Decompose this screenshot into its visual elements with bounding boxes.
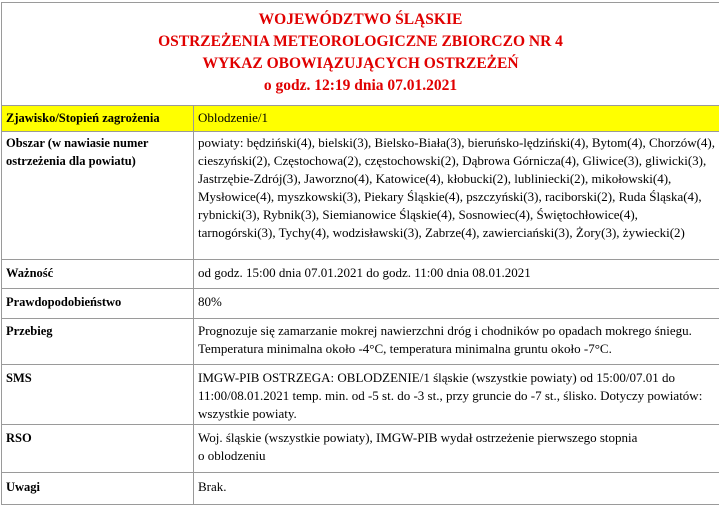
- validity-row: [2, 260, 719, 289]
- area-value: powiaty: będziński(4), bielski(3), Bielsko-Biała(3), bieruńsko-lędziński(4), Bytom(4), Chorzów(4), cieszyński(2), Częstochowa(2), częstochowski(2), Dąbrowa Górnicza(4), Gliwice(3), gliwicki(3), Jastrzębie-Zdrój(3), Jaworzno(4), Katowice(4), kłobucki(2), lubliniecki(2), mikołowski(4), Mysłowice(4), myszkowski(3), Piekary Śląskie(4), pszczyński(3), raciborski(2), Ruda Śląska(4), rybnicki(3), Rybnik(3), Siemianowice Śląskie(4), Sosnowiec(4), Świętochłowice(4), tarnogórski(3), Tychy(4), wodzisławski(3), Zabrze(4), zawierciański(3), Żory(3), żywiecki(2): [194, 132, 719, 260]
- rso-row: [2, 425, 719, 473]
- probability-label: Prawdopodobieństwo: [2, 289, 194, 319]
- validity-value: od godz. 15:00 dnia 07.01.2021 do godz. 11:00 dnia 08.01.2021: [194, 260, 719, 289]
- header-timestamp: o godz. 12:19 dnia 07.01.2021: [263, 77, 458, 94]
- notes-row: [2, 473, 719, 505]
- header-region-title: WOJEWÓDZTWO ŚLĄSKIE: [258, 11, 463, 28]
- probability-row: [2, 289, 719, 319]
- header-bulletin-title: OSTRZEŻENIA METEOROLOGICZNE ZBIORCZO NR 4: [158, 33, 563, 50]
- header-cell: [2, 3, 719, 106]
- rso-value-line2: o oblodzeniu: [198, 448, 266, 463]
- course-row: [2, 319, 719, 365]
- header-row: [2, 3, 719, 106]
- area-label: Obszar (w nawiasie numer ostrzeżenia dla powiatu): [2, 132, 194, 260]
- area-row: [2, 132, 719, 260]
- hazard-value: Oblodzenie/1: [194, 106, 719, 132]
- header-list-title: WYKAZ OBOWIĄZUJĄCYCH OSTRZEŻEŃ: [202, 55, 519, 72]
- validity-label: Ważność: [2, 260, 194, 289]
- course-label: Przebieg: [2, 319, 194, 365]
- sms-value: IMGW-PIB OSTRZEGA: OBLODZENIE/1 śląskie (wszystkie powiaty) od 15:00/07.01 do 11:00/08.01.2021 temp. min. od -5 st. do -3 st., przy gruncie do -7 st., ślisko. Dotyczy powiatów: wszystkie powiaty.: [194, 365, 719, 425]
- notes-value: Brak.: [194, 473, 719, 505]
- hazard-label: Zjawisko/Stopień zagrożenia: [2, 106, 194, 132]
- sms-row: [2, 365, 719, 425]
- course-value: Prognozuje się zamarzanie mokrej nawierzchni dróg i chodników po opadach mokrego śniegu. Temperatura minimalna około -4°C, temperatura minimalna gruntu około -7°C.: [194, 319, 719, 365]
- rso-label: RSO: [2, 425, 194, 473]
- probability-value: 80%: [194, 289, 719, 319]
- hazard-row: [2, 106, 719, 132]
- warning-table: [1, 2, 719, 505]
- rso-value: [194, 425, 719, 473]
- sms-label: SMS: [2, 365, 194, 425]
- rso-value-line1: Woj. śląskie (wszystkie powiaty), IMGW-PIB wydał ostrzeżenie pierwszego stopnia: [198, 430, 638, 445]
- notes-label: Uwagi: [2, 473, 194, 505]
